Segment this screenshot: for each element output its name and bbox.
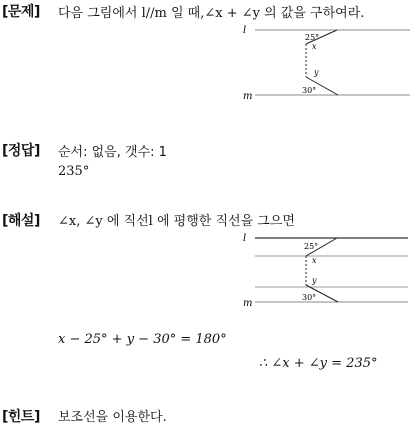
- label-25: 25°: [305, 33, 320, 42]
- answer-value: 235°: [58, 164, 90, 179]
- problem-label: [문제]: [2, 4, 40, 20]
- hint-text: 보조선을 이용한다.: [58, 410, 167, 425]
- equation-1: x − 25° + y − 30° = 180°: [58, 332, 227, 347]
- explanation-figure: [240, 230, 410, 310]
- label-x: x: [312, 256, 317, 265]
- label-30: 30°: [302, 86, 317, 95]
- explanation-label: [해설]: [2, 213, 40, 229]
- problem-text: 다음 그림에서 l//m 일 때,∠x + ∠y 의 값을 구하여라.: [58, 6, 365, 21]
- explanation-text: ∠x, ∠y 에 직선l 에 평행한 직선을 그으면: [58, 214, 295, 229]
- label-30: 30°: [302, 293, 317, 302]
- answer-meta: 순서: 없음, 갯수: 1: [58, 145, 167, 160]
- label-y: y: [314, 68, 319, 77]
- label-l: l: [243, 233, 247, 244]
- label-m: m: [243, 91, 253, 102]
- label-x: x: [312, 42, 317, 51]
- label-m: m: [243, 298, 253, 309]
- equation-2: ∴ ∠x + ∠y = 235°: [259, 356, 378, 371]
- problem-figure: [240, 22, 410, 102]
- label-25: 25°: [304, 242, 319, 251]
- hint-label: [힌트]: [2, 409, 40, 425]
- label-y: y: [312, 276, 317, 285]
- label-l: l: [243, 25, 247, 36]
- answer-label: [정답]: [2, 143, 40, 159]
